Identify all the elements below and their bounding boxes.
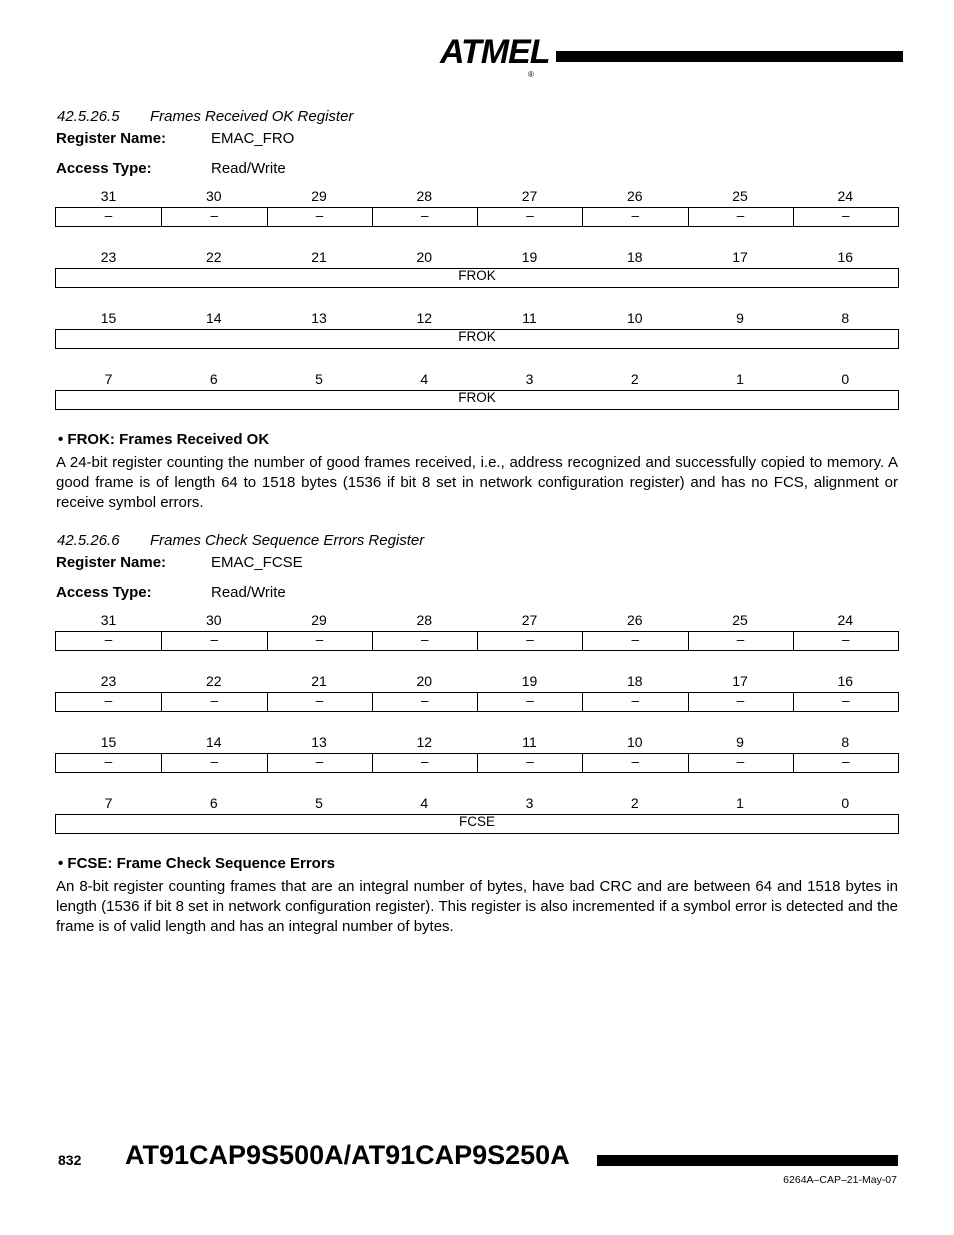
reserved-bit-cell: – <box>582 693 687 711</box>
reserved-bit-cell: – <box>582 632 687 650</box>
bit-number: 13 <box>311 310 327 326</box>
field-cell: FROK <box>458 390 496 405</box>
bit-number: 18 <box>626 249 643 265</box>
register-bit-row <box>55 329 899 349</box>
reserved-bit-cell: – <box>267 693 372 711</box>
bit-number: 5 <box>315 795 323 811</box>
reserved-bit-cell: – <box>477 754 582 772</box>
registered-mark: ® <box>528 70 534 79</box>
bit-number: 1 <box>736 795 744 811</box>
access-type-label: Access Type: <box>56 584 152 601</box>
bit-number: 14 <box>205 310 222 326</box>
bit-number: 28 <box>416 188 433 204</box>
reserved-bit-cell: – <box>104 754 113 769</box>
bit-number: 25 <box>732 188 748 204</box>
bit-number: 12 <box>416 734 433 750</box>
bit-number: 29 <box>311 188 327 204</box>
section-title: Frames Received OK Register <box>150 108 354 125</box>
section-number: 42.5.26.6 <box>57 532 120 549</box>
bit-number: 30 <box>205 612 222 628</box>
field-cell: FCSE <box>458 814 495 829</box>
bit-number: 21 <box>311 673 327 689</box>
bit-number: 26 <box>626 188 643 204</box>
register-bit-row <box>55 631 899 651</box>
bit-number: 11 <box>522 734 537 750</box>
access-type-value: Read/Write <box>211 160 286 177</box>
register-name-label: Register Name: <box>56 554 167 571</box>
bit-number: 3 <box>525 795 534 811</box>
bit-number: 24 <box>837 612 854 628</box>
bit-number: 16 <box>837 673 854 689</box>
reserved-bit-cell: – <box>267 208 372 226</box>
bit-number-row <box>56 310 899 326</box>
field-description-frok: A 24-bit register counting the number of good frames received, i.e., address recognized and successfully copied to memory. A good frame is of length 64 to 1518 bytes (1536 if bit 8 set in network configuration register) and has no FCS, alignment or receive symbol errors. <box>56 454 898 511</box>
bit-number: 23 <box>100 673 117 689</box>
bit-number: 6 <box>209 371 218 387</box>
bit-number: 9 <box>736 734 744 750</box>
bit-number-row <box>56 612 899 628</box>
bit-number: 19 <box>521 249 538 265</box>
reserved-bit-cell: – <box>372 208 477 226</box>
bit-number: 6 <box>209 795 218 811</box>
bit-number: 11 <box>522 310 537 326</box>
section-title: Frames Check Sequence Errors Register <box>150 532 425 549</box>
bit-number-row <box>56 795 899 811</box>
bit-number: 27 <box>521 612 538 628</box>
bit-number: 12 <box>416 310 433 326</box>
register-bit-row <box>55 207 899 227</box>
bit-number: 22 <box>205 673 222 689</box>
bit-number-row <box>56 188 899 204</box>
bit-number: 21 <box>311 249 327 265</box>
reserved-bit-cell: – <box>582 754 687 772</box>
bit-number: 13 <box>311 734 327 750</box>
bit-number: 19 <box>521 673 538 689</box>
bit-number: 4 <box>420 371 429 387</box>
reserved-bit-cell: – <box>688 632 793 650</box>
bit-number: 2 <box>630 371 639 387</box>
bit-number: 26 <box>626 612 643 628</box>
reserved-bit-cell: – <box>104 632 113 647</box>
section-number: 42.5.26.5 <box>57 108 120 125</box>
bit-number: 24 <box>837 188 854 204</box>
footer-rule <box>597 1155 898 1166</box>
section-heading-fro <box>57 108 353 125</box>
bit-number: 8 <box>841 734 850 750</box>
field-cell: FROK <box>458 268 496 283</box>
register-bit-row <box>55 753 899 773</box>
bit-number: 0 <box>841 795 850 811</box>
access-type-value: Read/Write <box>211 584 286 601</box>
bit-number: 17 <box>732 673 748 689</box>
bit-number: 25 <box>732 612 748 628</box>
bit-number: 10 <box>626 310 643 326</box>
bit-number: 5 <box>315 371 323 387</box>
bit-number-row <box>56 734 899 750</box>
logo-text: ATMEL <box>440 33 550 71</box>
bit-number: 16 <box>837 249 854 265</box>
document-reference: 6264A–CAP–21-May-07 <box>783 1174 897 1186</box>
bit-number-row <box>56 673 899 689</box>
reserved-bit-cell: – <box>582 208 687 226</box>
bit-number: 7 <box>104 795 113 811</box>
atmel-logo <box>440 32 550 80</box>
bit-number: 31 <box>100 188 117 204</box>
register-bit-row <box>55 268 899 288</box>
reserved-bit-cell: – <box>688 693 793 711</box>
reserved-bit-cell: – <box>688 754 793 772</box>
register-name-value: EMAC_FRO <box>211 130 295 147</box>
bit-number: 14 <box>205 734 222 750</box>
bit-number: 23 <box>100 249 117 265</box>
document-title: AT91CAP9S500A/AT91CAP9S250A <box>125 1140 570 1170</box>
bit-number: 2 <box>630 795 639 811</box>
bit-number: 10 <box>626 734 643 750</box>
bit-number: 22 <box>205 249 222 265</box>
field-description-fcse: An 8-bit register counting frames that are an integral number of bytes, have bad CRC and are between 64 and 1518 bytes in length (1536 if bit 8 set in network configuration register). This register is also incremented if a symbol error is detected and the frame is of valid length and has an integral number of bytes. <box>56 878 898 935</box>
register-bit-row <box>55 814 899 834</box>
bit-number: 17 <box>732 249 748 265</box>
bit-number: 27 <box>521 188 538 204</box>
bit-number: 20 <box>416 673 433 689</box>
register-name-label: Register Name: <box>56 130 167 147</box>
register-bit-row <box>55 692 899 712</box>
reserved-bit-cell: – <box>161 754 266 772</box>
bit-number: 28 <box>416 612 433 628</box>
bit-number: 15 <box>100 310 117 326</box>
register-name-value: EMAC_FCSE <box>211 554 303 571</box>
bit-number: 15 <box>100 734 117 750</box>
access-type-label: Access Type: <box>56 160 152 177</box>
bit-number: 30 <box>205 188 222 204</box>
bit-number-row <box>56 249 899 265</box>
reserved-bit-cell: – <box>372 754 477 772</box>
bit-number: 18 <box>626 673 643 689</box>
reserved-bit-cell: – <box>793 754 898 772</box>
reserved-bit-cell: – <box>793 632 898 650</box>
field-heading-fcse: • FCSE: Frame Check Sequence Errors <box>58 855 336 872</box>
reserved-bit-cell: – <box>104 208 113 223</box>
page-number: 832 <box>58 1152 82 1168</box>
bit-number: 8 <box>841 310 850 326</box>
reserved-bit-cell: – <box>477 632 582 650</box>
reserved-bit-cell: – <box>477 693 582 711</box>
bit-number: 1 <box>736 371 744 387</box>
reserved-bit-cell: – <box>161 693 266 711</box>
reserved-bit-cell: – <box>372 693 477 711</box>
field-cell: FROK <box>458 329 496 344</box>
section-heading-fcse <box>57 532 424 549</box>
reserved-bit-cell: – <box>793 208 898 226</box>
reserved-bit-cell: – <box>267 632 372 650</box>
bit-number: 9 <box>736 310 744 326</box>
reserved-bit-cell: – <box>104 693 113 708</box>
reserved-bit-cell: – <box>372 632 477 650</box>
bit-number: 7 <box>104 371 113 387</box>
bit-number-row <box>56 371 899 387</box>
register-bit-row <box>55 390 899 410</box>
reserved-bit-cell: – <box>267 754 372 772</box>
bit-number: 29 <box>311 612 327 628</box>
reserved-bit-cell: – <box>161 208 266 226</box>
reserved-bit-cell: – <box>688 208 793 226</box>
bit-number: 20 <box>416 249 433 265</box>
bit-number: 0 <box>841 371 850 387</box>
bit-number: 31 <box>100 612 117 628</box>
bit-number: 4 <box>420 795 429 811</box>
reserved-bit-cell: – <box>161 632 266 650</box>
field-heading-frok: • FROK: Frames Received OK <box>58 431 270 448</box>
header-rule <box>556 51 903 62</box>
reserved-bit-cell: – <box>793 693 898 711</box>
bit-number: 3 <box>525 371 534 387</box>
reserved-bit-cell: – <box>477 208 582 226</box>
